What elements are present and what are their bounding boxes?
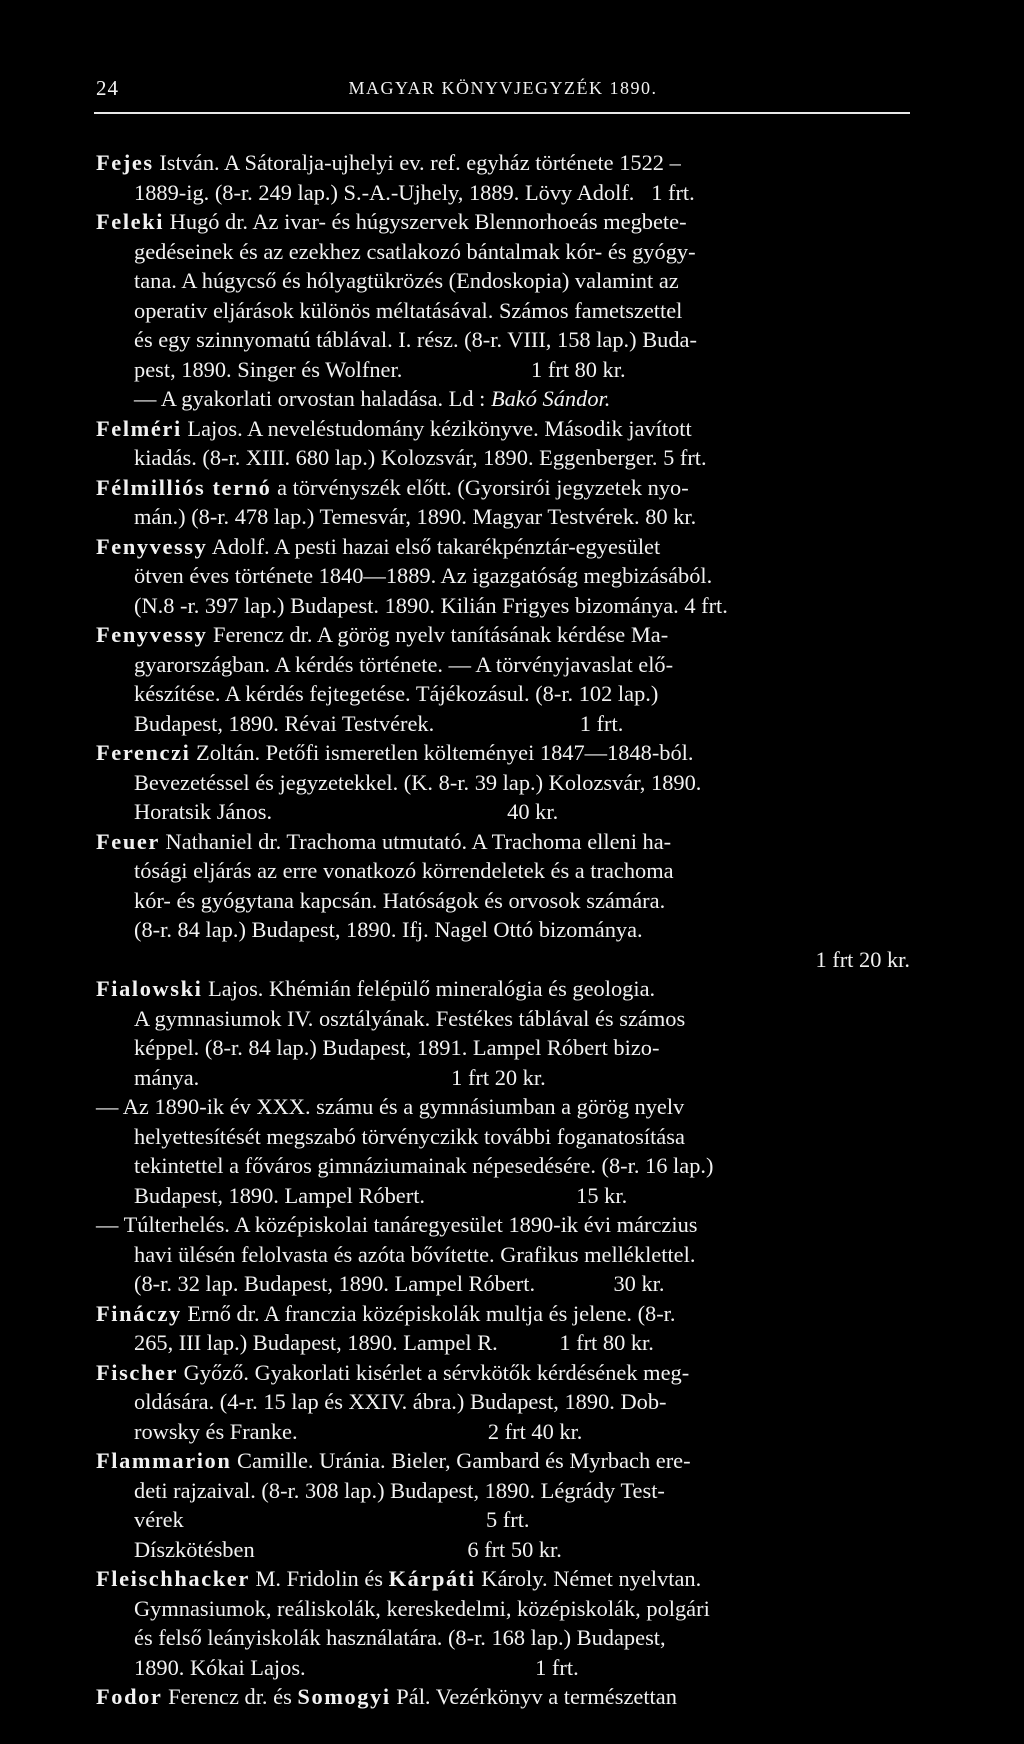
- text-line: [96, 1122, 910, 1152]
- text-line: [96, 237, 910, 267]
- text-line: [96, 1240, 910, 1270]
- text-line: [96, 1446, 910, 1476]
- entry-text: István. A Sátoralja-ujhelyi ev. ref. egyház története 1522 –: [153, 150, 681, 175]
- text-line: [96, 1033, 910, 1063]
- entry-text: ötven éves története 1840—1889. Az igazgatóság megbizásából.: [134, 563, 713, 588]
- author-name: Fischer: [96, 1359, 179, 1385]
- text-line: [96, 1594, 910, 1624]
- entry-text: kiadás. (8-r. XIII. 680 lap.) Kolozsvár, 1890. Eggenberger. 5 frt.: [134, 445, 707, 470]
- entry-text: kór- és gyógytana kapcsán. Hatóságok és orvosok számára.: [134, 887, 666, 913]
- text-line: [96, 1004, 910, 1034]
- text-line: [96, 443, 910, 473]
- coauthor-name: Kárpáti: [388, 1566, 476, 1591]
- running-title: MAGYAR KÖNYVJEGYZÉK 1890.: [348, 78, 658, 98]
- entry-text: képpel. (8-r. 84 lap.) Budapest, 1891. Lampel Róbert bizo-: [134, 1035, 660, 1060]
- text-line: [96, 768, 910, 798]
- running-header: [96, 72, 910, 106]
- entry-text: pest, 1890. Singer és Wolfner. 1 frt 80 kr.: [134, 356, 626, 382]
- text-line: [96, 296, 910, 326]
- text-line: [96, 1535, 910, 1565]
- entry-text: A gymnasiumok IV. osztályának. Festékes táblával és számos: [134, 1005, 686, 1031]
- entry-text: Ernő dr. A franczia középiskolák multja és jelene. (8-r.: [181, 1300, 676, 1326]
- text-line: [96, 1417, 910, 1447]
- entry-text: deti rajzaival. (8-r. 308 lap.) Budapest, 1890. Légrády Test-: [134, 1477, 665, 1503]
- text-line: [96, 591, 910, 621]
- entry-text: Lajos. A neveléstudomány kézikönyve. Második javított: [181, 415, 692, 441]
- text-line: [96, 974, 910, 1004]
- text-line: [96, 384, 910, 414]
- text-line: [96, 473, 910, 503]
- author-name: Feuer: [96, 828, 160, 854]
- entry-text: mánya. 1 frt 20 kr.: [134, 1064, 546, 1090]
- entry-text: Budapest, 1890. Lampel Róbert. 15 kr.: [134, 1182, 628, 1208]
- text-line: [96, 414, 910, 444]
- text-line: [96, 532, 910, 562]
- entry-text: (N.8 -r. 397 lap.) Budapest. 1890. Kilián Frigyes bizománya. 4 frt.: [134, 592, 728, 618]
- entry-text: gyarországban. A kérdés története. — A törvényjavaslat elő-: [134, 651, 674, 677]
- entry-text: tósági eljárás az erre vonatkozó körrendeletek és a trachoma: [134, 858, 674, 883]
- text-line: [96, 1269, 910, 1299]
- page-number: 24: [96, 76, 119, 100]
- entry-text: rowsky és Franke. 2 frt 40 kr.: [134, 1418, 583, 1444]
- text-line: [96, 738, 910, 768]
- entry-text: operativ eljárások különös méltatásával. Számos fametszettel: [134, 297, 683, 323]
- entry-text: Bevezetéssel és jegyzetekkel. (K. 8-r. 39 lap.) Kolozsvár, 1890.: [134, 769, 702, 795]
- entry-text: Horatsik János. 40 kr.: [134, 799, 559, 824]
- entry-text: Budapest, 1890. Révai Testvérek. 1 frt.: [134, 710, 624, 736]
- text-line: [96, 1328, 910, 1358]
- entry-text: — A gyakorlati orvostan haladása. Ld :: [134, 386, 491, 411]
- entry-text: Ferencz dr. A görög nyelv tanításának kérdése Ma-: [207, 622, 669, 647]
- author-name: Fináczy: [96, 1300, 182, 1326]
- author-name: Ferenczi: [96, 740, 191, 765]
- text-line: [96, 207, 910, 237]
- author-name: Fejes: [96, 150, 154, 175]
- entry-text: a törvényszék előtt. (Gyorsirói jegyzetek nyo-: [271, 474, 689, 500]
- text-line: [96, 679, 910, 709]
- entry-text: 265, III lap.) Budapest, 1890. Lampel R. 1 frt 80 kr.: [134, 1330, 654, 1355]
- text-line: [96, 650, 910, 680]
- text-line: [96, 1476, 910, 1506]
- entry-text: Ferencz dr. és: [162, 1684, 298, 1709]
- entry-text: tekintettel a főváros gimnáziumainak népesedésére. (8-r. 16 lap.): [134, 1153, 714, 1178]
- entry-text: (8-r. 84 lap.) Budapest, 1890. Ifj. Nagel Ottó bizománya.: [134, 917, 643, 942]
- text-line: [96, 1623, 910, 1653]
- text-line: [96, 355, 910, 385]
- entry-text: Győző. Gyakorlati kisérlet a sérvkötők kérdésének meg-: [178, 1359, 690, 1385]
- author-name: Fialowski: [96, 976, 203, 1001]
- entry-text: — Túlterhelés. A középiskolai tanáregyesület 1890-ik évi márczius: [96, 1212, 698, 1237]
- text-line: [96, 1564, 910, 1594]
- entry-text: helyettesítését megszabó törvényczikk további foganatosítása: [134, 1123, 685, 1149]
- author-name: Fodor: [96, 1684, 163, 1709]
- entry-text: Gymnasiumok, reáliskolák, kereskedelmi, középiskolák, polgári: [134, 1595, 710, 1621]
- text-line: [96, 797, 910, 827]
- entry-text: (8-r. 32 lap. Budapest, 1890. Lampel Róbert. 30 kr.: [134, 1271, 665, 1296]
- entry-text: M. Fridolin és: [249, 1566, 389, 1591]
- coauthor-name: Somogyi: [297, 1684, 391, 1709]
- text-line: [96, 1092, 910, 1122]
- entry-text: Hugó dr. Az ivar- és húgyszervek Blennorhoeás megbete-: [164, 209, 687, 234]
- entry-text: mán.) (8-r. 478 lap.) Temesvár, 1890. Magyar Testvérek. 80 kr.: [134, 504, 697, 529]
- entry-text: tana. A húgycső és hólyagtükrözés (Endoskopia) valamint az: [134, 268, 679, 293]
- text-line: [96, 1210, 910, 1240]
- text-line: [96, 856, 910, 886]
- entry-text: Camille. Uránia. Bieler, Gambard és Myrbach ere-: [231, 1448, 691, 1473]
- text-line: [96, 709, 910, 739]
- text-line: [96, 1682, 910, 1712]
- entry-text: Nathaniel dr. Trachoma utmutató. A Trachoma elleni ha-: [159, 828, 672, 854]
- entry-text: havi ülésén felolvasta és azóta bővítette. Grafikus melléklettel.: [134, 1241, 696, 1267]
- entry-text: — Az 1890-ik év XXX. számu és a gymnásiumban a görög nyelv: [96, 1094, 685, 1119]
- author-name: Flammarion: [96, 1448, 232, 1473]
- text-line: [96, 1063, 910, 1093]
- text-line: [96, 148, 910, 178]
- entry-text: gedéseinek és az ezekhez csatlakozó bántalmak kór- és gyógy-: [134, 238, 696, 264]
- text-line: [96, 502, 910, 532]
- text-line: [96, 886, 910, 916]
- entry-text: Lajos. Khémián felépülő mineralógia és geologia.: [202, 976, 656, 1001]
- text-line: [96, 1653, 910, 1683]
- text-line: [96, 1358, 910, 1388]
- author-name: Feleki: [96, 209, 165, 234]
- author-name: Fleischhacker: [96, 1566, 250, 1591]
- entry-text: Pál. Vezérkönyv a természettan: [390, 1684, 677, 1709]
- bibliography-entries: [96, 148, 910, 1712]
- entry-text: Zoltán. Petőfi ismeretlen költeményei 1847—1848-ból.: [190, 740, 694, 765]
- entry-text: és egy szinnyomatú táblával. I. rész. (8-r. VIII, 158 lap.) Buda-: [134, 327, 697, 352]
- author-name: Fenyvessy: [96, 622, 208, 647]
- text-line: [96, 1181, 910, 1211]
- entry-text: oldására. (4-r. 15 lap és XXIV. ábra.) Budapest, 1890. Dob-: [134, 1389, 667, 1414]
- cross-reference: Bakó Sándor.: [490, 386, 611, 411]
- text-line: [96, 827, 910, 857]
- author-name: Fenyvessy: [96, 533, 208, 559]
- author-name: Felméri: [96, 415, 182, 441]
- entry-text: 1890. Kókai Lajos. 1 frt.: [134, 1654, 579, 1680]
- text-line: [96, 1299, 910, 1329]
- text-line: [96, 178, 910, 208]
- entry-text: vérek 5 frt.: [134, 1507, 530, 1532]
- text-line: [96, 266, 910, 296]
- author-name: Félmilliós ternó: [96, 474, 272, 500]
- text-line: [96, 915, 910, 945]
- text-line: [96, 1151, 910, 1181]
- entry-text: készítése. A kérdés fejtegetése. Tájékozásul. (8-r. 102 lap.): [134, 681, 659, 706]
- text-line: [96, 561, 910, 591]
- text-line: [96, 325, 910, 355]
- entry-text: és felső leányiskolák használatára. (8-r. 168 lap.) Budapest,: [134, 1625, 666, 1650]
- text-line: [96, 1505, 910, 1535]
- text-line: [96, 945, 910, 975]
- entry-text: 1 frt 20 kr.: [815, 946, 910, 972]
- entry-text: Díszkötésben 6 frt 50 kr.: [134, 1536, 562, 1562]
- text-line: [96, 1387, 910, 1417]
- entry-text: Adolf. A pesti hazai első takarékpénztár-egyesület: [207, 533, 661, 559]
- header-rule: [94, 112, 910, 114]
- entry-text: Károly. Német nyelvtan.: [475, 1566, 702, 1591]
- entry-text: 1889-ig. (8-r. 249 lap.) S.-A.-Ujhely, 1889. Lövy Adolf. 1 frt.: [134, 179, 695, 205]
- text-line: [96, 620, 910, 650]
